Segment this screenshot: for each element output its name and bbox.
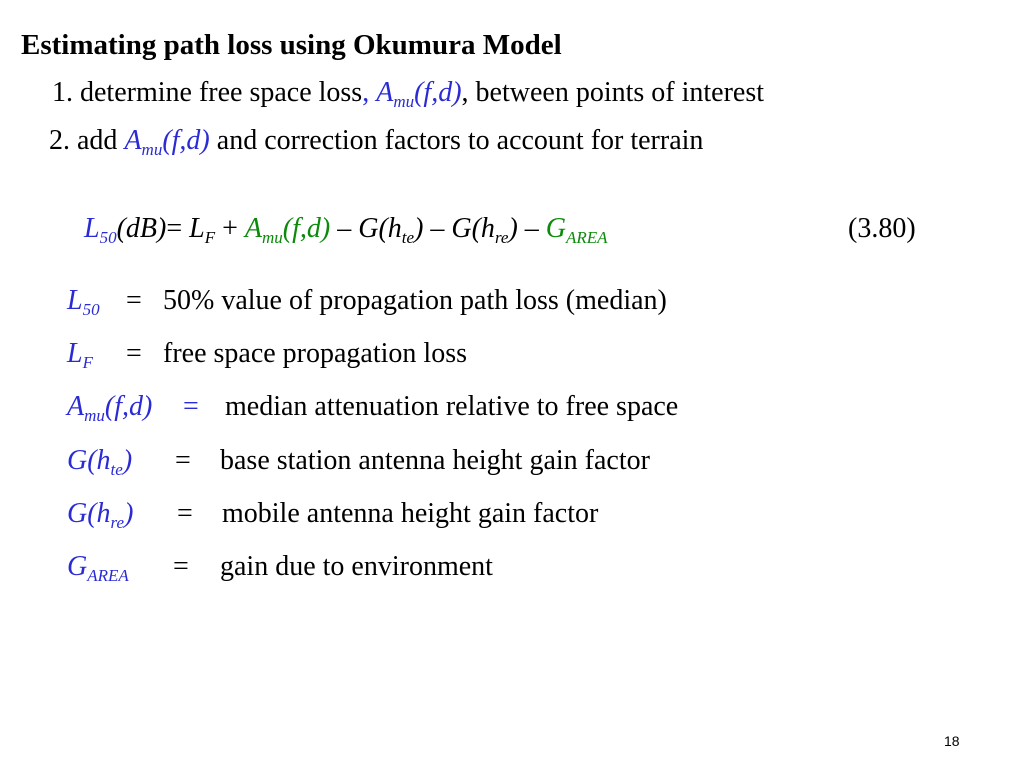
definition-equals: = — [126, 285, 142, 316]
definition-equals: = — [183, 391, 199, 422]
definition-symbol-after: ) — [122, 445, 133, 476]
eq-lf-subscript: F — [204, 228, 216, 247]
slide-title: Estimating path loss using Okumura Model — [21, 29, 562, 61]
definition-symbol-main: L — [67, 285, 83, 316]
definition-symbol-subscript: re — [110, 513, 125, 532]
step-2-prefix: 2. add — [49, 125, 118, 156]
eq-minus-3: – — [517, 213, 546, 244]
step-1-comma: , — [362, 77, 370, 108]
step-1 — [52, 77, 764, 112]
definition-symbol — [67, 338, 93, 373]
eq-plus: + — [215, 213, 245, 244]
eq-gre-subscript: re — [494, 228, 509, 247]
page-number: 18 — [944, 733, 960, 749]
definition-symbol-main: G(h — [67, 498, 111, 529]
eq-minus-1: – — [330, 213, 359, 244]
eq-gre-close: ) — [508, 213, 518, 244]
definition-symbol — [67, 551, 129, 586]
step-2-symbol: A — [124, 125, 142, 156]
step-2-args: (f,d) — [162, 125, 210, 156]
definition-description: base station antenna height gain factor — [220, 445, 650, 476]
eq-garea-subscript: AREA — [566, 228, 608, 247]
definition-symbol-main: G(h — [67, 445, 111, 476]
eq-lf-symbol: L — [189, 213, 205, 244]
step-2 — [49, 125, 703, 160]
definition-description: median attenuation relative to free space — [225, 391, 679, 422]
definition-symbol-subscript: AREA — [87, 566, 129, 585]
eq-l50-symbol: L — [84, 213, 100, 244]
definition-description: gain due to environment — [220, 551, 493, 582]
definition-symbol — [67, 498, 133, 533]
step-1-suffix: , between points of interest — [461, 77, 765, 108]
definition-symbol — [67, 445, 132, 480]
step-2-suffix: and correction factors to account for terrain — [216, 125, 704, 156]
eq-equals: = — [166, 213, 190, 244]
eq-l50-subscript: 50 — [99, 228, 117, 247]
definition-description: mobile antenna height gain factor — [222, 498, 599, 529]
definition-symbol — [67, 285, 100, 320]
eq-gte-subscript: te — [401, 228, 415, 247]
definition-symbol-main: L — [67, 338, 83, 369]
step-2-subscript: mu — [141, 140, 163, 159]
definition-symbol-subscript: te — [110, 460, 123, 479]
definition-symbol-after: (f,d) — [104, 391, 153, 422]
definition-symbol-main: G — [67, 551, 88, 582]
eq-garea-symbol: G — [545, 213, 567, 244]
equation — [84, 213, 608, 248]
definition-description: 50% value of propagation path loss (median) — [163, 285, 667, 316]
eq-l50-args: (dB) — [116, 213, 167, 244]
eq-minus-2: – — [423, 213, 452, 244]
step-1-symbol: A — [376, 77, 394, 108]
equation-number: (3.80) — [848, 213, 916, 244]
eq-a-symbol: A — [244, 213, 263, 244]
definition-symbol-after: ) — [124, 498, 134, 529]
step-1-args: (f,d) — [414, 77, 462, 108]
step-1-prefix: 1. determine free space loss — [52, 77, 363, 108]
step-1-subscript: mu — [393, 92, 415, 111]
definition-description: free space propagation loss — [163, 338, 467, 369]
definition-symbol-subscript: F — [82, 353, 93, 372]
definition-equals: = — [177, 498, 193, 529]
eq-gte-close: ) — [414, 213, 424, 244]
definition-equals: = — [173, 551, 189, 582]
definition-symbol-subscript: 50 — [82, 300, 100, 319]
definition-symbol — [67, 391, 152, 426]
definition-equals: = — [175, 445, 191, 476]
eq-a-args: (f,d) — [282, 213, 331, 244]
definition-symbol-main: A — [67, 391, 85, 422]
eq-gre-open: G(h — [451, 213, 495, 244]
definition-equals: = — [126, 338, 142, 369]
definition-symbol-subscript: mu — [84, 406, 105, 425]
eq-gte-open: G(h — [358, 213, 402, 244]
eq-a-subscript: mu — [262, 228, 283, 247]
